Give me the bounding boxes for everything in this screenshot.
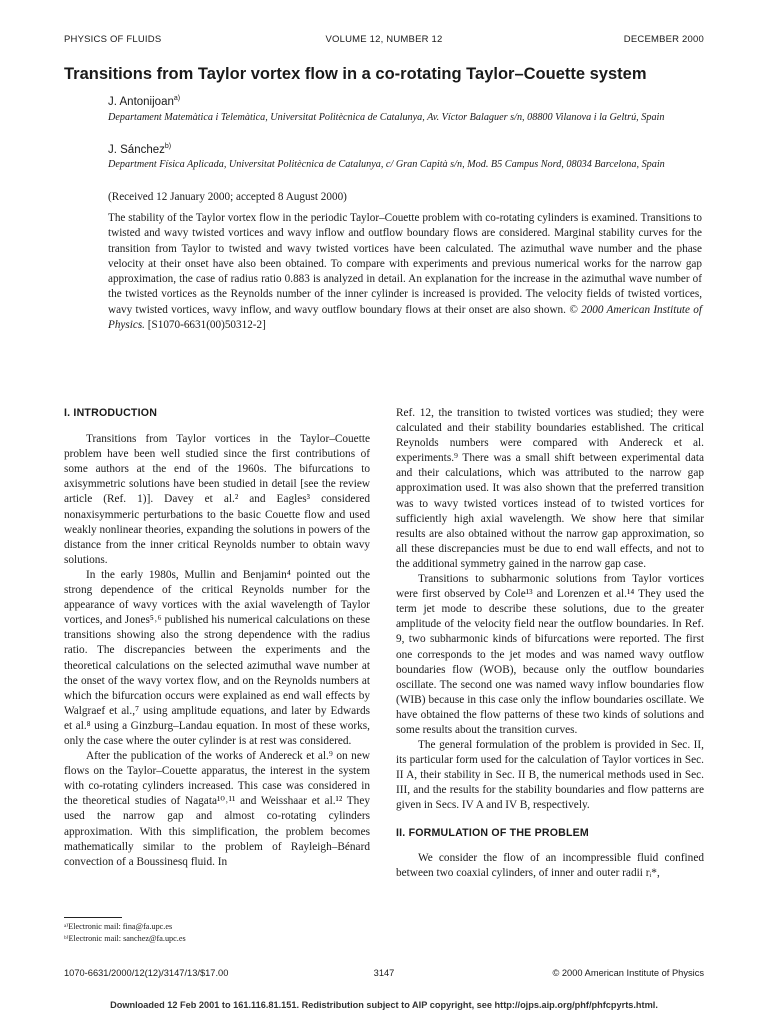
author-2 bbox=[108, 143, 171, 156]
formulation-paragraph-1: We consider the flow of an incompressible fluid confined between two coaxial cylinders, of inner and outer radii rᵢ*, bbox=[396, 851, 704, 879]
download-notice: Downloaded 12 Feb 2001 to 161.116.81.151. Redistribution subject to AIP copyright, see http://ojps.aip.org/phf/phfcpyrts.html. bbox=[110, 1000, 658, 1010]
right-paragraph-3: The general formulation of the problem is provided in Sec. II, its particular form used for the calculation of Taylor vortices in Sec. II A, their stability in Sec. II B, the numerical methods used in Sec. III, and the results for the stability boundaries and flow patterns are given in Secs. IV A and IV B, respectively. bbox=[396, 739, 704, 812]
intro-paragraph-2: In the early 1980s, Mullin and Benjamin⁴ pointed out the strong dependence of the critical Reynolds number for the appearance of wavy vortices with the axial wavelength of Taylor vortices, and Jones⁵˒⁶ published his numerical calculations on these transitions showing also the strong dependence with the radius ratio. The discrepancies between the experiments and the theoretical calculations on the selected azimuthal wave number at the onset of the wavy vortex flow, and on the Reynolds numbers at which the bifurcation occurs were explained as end wall effects by Walgraef et al.,⁷ using amplitude equations, and later by Edwards et al.⁸ using a Ginzburg–Landau equation. In most of these works, only the case where the outer cylinder is at rest was considered. bbox=[64, 568, 370, 747]
article-title: Transitions from Taylor vortex flow in a co-rotating Taylor–Couette system bbox=[64, 65, 647, 83]
author-2-name: J. Sánchez bbox=[108, 143, 165, 156]
author-2-mark: b) bbox=[164, 143, 172, 150]
abstract bbox=[108, 211, 702, 333]
footnote-b: ᵇ⁾Electronic mail: sanchez@fa.upc.es bbox=[64, 934, 186, 943]
intro-paragraph-1: Transitions from Taylor vortices in the Taylor–Couette problem have been well studied since the first contributions of some authors at the end of the 1960s. The bifurcations to axisymmetric solutions have been studied in detail [see the review article (Ref. 1)]. Davey et al.² and Eagles³ considered nonaxisymmeric perturbations to the basic Couette flow and used weakly nonlinear theories, expanding the solutions in powers of the distance from the inner critical Reynolds number to obtain wavy solutions. bbox=[64, 433, 370, 566]
volume-issue: VOLUME 12, NUMBER 12 bbox=[325, 34, 443, 45]
footnotes bbox=[64, 921, 186, 945]
footnote-a: ᵃ⁾Electronic mail: fina@fa.upc.es bbox=[64, 922, 173, 931]
right-column bbox=[396, 406, 704, 881]
left-column bbox=[64, 406, 370, 870]
article-code: 1070-6631/2000/12(12)/3147/13/$17.00 bbox=[64, 968, 229, 978]
author-2-affiliation: Department Física Aplicada, Universitat Politècnica de Catalunya, c/ Gran Capità s/n, Mod. B5 Campus Nord, 08034 Barcelona, Spain bbox=[108, 159, 665, 170]
abstract-text: The stability of the Taylor vortex flow in the periodic Taylor–Couette problem with co-rotating cylinders is examined. Transitions to twisted and wavy twisted vortices and wavy inflow and outflow boundary flows are considered. Marginal stability curves for the transition from Taylor to twisted and wavy twisted vortices have been calculated. The azimuthal wave number and the phase velocity at their onset have also been obtained. To compare with experiments and previous numerical works for the narrow gap approximation, the case of radius ratio 0.883 is analyzed in detail. An explanation for the increase in the azimuthal wave number of the twisted vortices as the Reynolds number of the inner cylinder is increased is provided. The velocity fields of twisted vortices, wavy twisted vortices, wavy inflow, and wavy outflow boundary flows at their onset are also shown. bbox=[108, 212, 702, 316]
footer-copyright: © 2000 American Institute of Physics bbox=[552, 968, 704, 978]
author-1-mark: a) bbox=[173, 95, 181, 102]
author-1-affiliation: Departament Matemàtica i Telemàtica, Universitat Politècnica de Catalunya, Av. Víctor Balaguer s/n, 08800 Vilanova i la Geltrú, Spain bbox=[108, 112, 665, 123]
page-number: 3147 bbox=[373, 968, 395, 978]
received-dates: (Received 12 January 2000; accepted 8 August 2000) bbox=[108, 191, 347, 203]
right-paragraph-2: Transitions to subharmonic solutions from Taylor vortices were first observed by Cole¹³ and Lorenzen et al.¹⁴ They used the term jet mode to describe these solutions, due to the greater amplitude of the velocity field near the outflow boundaries. In Ref. 9, two subharmonic kinds of bifurcations were reported. The first one corresponds to the jet modes and was named wavy outflow boundaries flow (WOB), because only the outflow boundaries oscillate. The second one was named wavy inflow boundaries flow (WIB) because in this case only the inflow boundaries oscillate. We have obtained the flow patterns of these two kinds of solutions and some results about the transition curves. bbox=[396, 573, 704, 736]
intro-paragraph-3: After the publication of the works of Andereck et al.⁹ on new flows on the Taylor–Couette apparatus, the interest in the system with co-rotating cylinders increased. This case was considered in the theoretical studies of Nagata¹⁰˒¹¹ and Weisshaar et al.¹² They used the narrow gap and almost co-rotating cylinders approximation. With this simplification, the problem becomes mathematically similar to the problem of Rayleigh–Bénard convection of a Boussinesq fluid. In bbox=[64, 750, 370, 868]
section-2-heading: II. FORMULATION OF THE PROBLEM bbox=[396, 826, 589, 839]
abstract-id: [S1070-6631(00)50312-2] bbox=[147, 319, 266, 332]
section-1-heading: I. INTRODUCTION bbox=[64, 407, 158, 419]
author-1 bbox=[108, 95, 180, 108]
issue-date: DECEMBER 2000 bbox=[623, 34, 704, 45]
abstract-copyright: © 2000 American Institute of Physics. bbox=[108, 303, 702, 332]
footnote-rule bbox=[64, 917, 122, 918]
journal-name: PHYSICS OF FLUIDS bbox=[64, 34, 162, 45]
author-1-name: J. Antonijoan bbox=[108, 95, 174, 108]
right-paragraph-1: Ref. 12, the transition to twisted vortices was studied; they were calculated and their stability boundaries established. The critical Reynolds numbers were compared with Andereck et al. experiments.⁹ There was a small shift between experimental data and their calculations, which was attributed to the narrow gap approximation used. It was also shown that the preferred transition was to wavy twisted vortices instead of to twisted vortices for sufficiently high axial wavelength. We show here that similar results are also obtained without the narrow gap approximation, so all these discrepancies must be due to end wall effects, and not to the additional symmetry gained in the narrow gap case. bbox=[396, 407, 704, 570]
